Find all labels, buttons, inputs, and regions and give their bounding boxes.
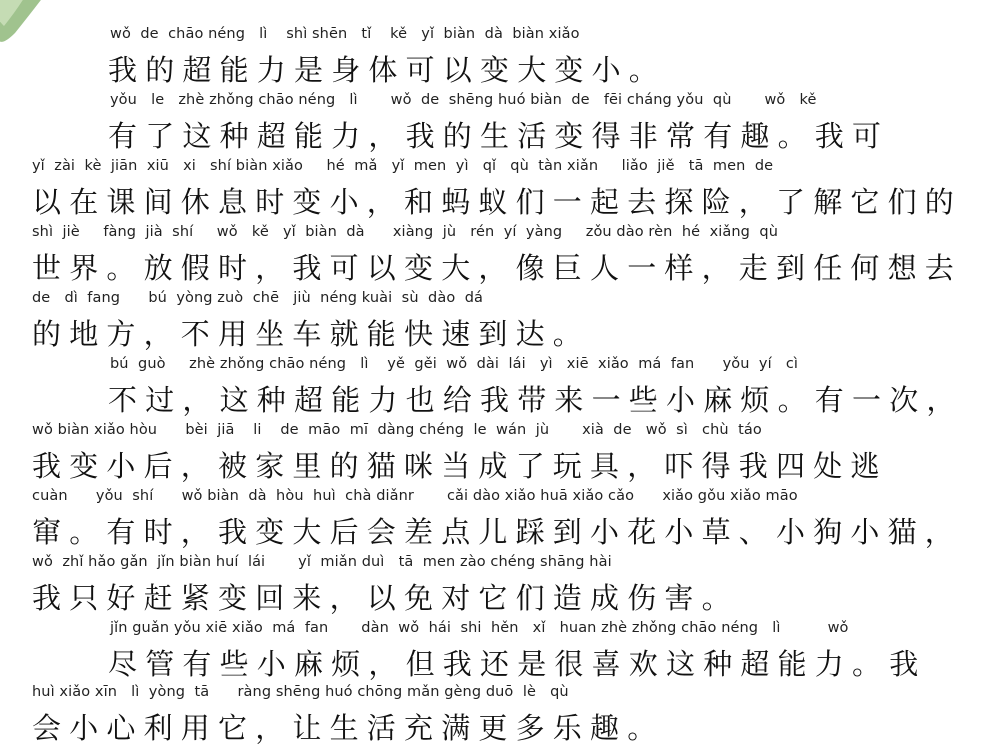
pinyin-row: wǒ biàn xiǎo hòu bèi jiā li de māo mī dàng chéng le wán jù xià de wǒ sì chù táo [32, 422, 762, 438]
hanzi-row: 以在课间休息时变小，和蚂蚁们一起去探险，了解它们的 [32, 185, 963, 219]
pinyin-row: cuàn yǒu shí wǒ biàn dà hòu huì chà diǎnr cǎi dào xiǎo huā xiǎo cǎo xiǎo gǒu xiǎo māo [32, 488, 798, 504]
text-line [32, 620, 967, 686]
hanzi-row: 尽管有些小麻烦，但我还是很喜欢这种超能力。我 [108, 647, 927, 681]
hanzi-row: 我只好赶紧变回来，以免对它们造成伤害。 [32, 581, 739, 615]
pinyin-row: shì jiè fàng jià shí wǒ kě yǐ biàn dà xiàng jù rén yí yàng zǒu dào rèn hé xiǎng qù [32, 224, 778, 240]
text-line [32, 92, 967, 158]
text-line [32, 290, 967, 356]
hanzi-row: 会小心利用它，让生活充满更多乐趣。 [32, 711, 665, 745]
text-line [32, 356, 967, 422]
pinyin-row: bú guò zhè zhǒng chāo néng lì yě gěi wǒ dài lái yì xiē xiǎo má fan yǒu yí cì [110, 356, 799, 372]
hanzi-row: 我的超能力是身体可以变大变小。 [108, 53, 667, 87]
text-line [32, 26, 967, 92]
pinyin-row: jǐn guǎn yǒu xiē xiǎo má fan dàn wǒ hái shi hěn xǐ huan zhè zhǒng chāo néng lì wǒ [110, 620, 849, 636]
hanzi-row: 的地方，不用坐车就能快速到达。 [32, 317, 591, 351]
text-line [32, 554, 967, 620]
text-line [32, 224, 967, 290]
pinyin-row: yǒu le zhè zhǒng chāo néng lì wǒ de shēng huó biàn de fēi cháng yǒu qù wǒ kě [110, 92, 817, 108]
hanzi-row: 世界。放假时，我可以变大，像巨人一样，走到任何想去 [32, 251, 963, 285]
pinyin-row: de dì fang bú yòng zuò chē jiù néng kuài sù dào dá [32, 290, 483, 306]
pinyin-row: yǐ zài kè jiān xiū xi shí biàn xiǎo hé mǎ yǐ men yì qǐ qù tàn xiǎn liǎo jiě tā men de [32, 158, 774, 174]
text-line [32, 684, 967, 750]
hanzi-row: 窜。有时，我变大后会差点儿踩到小花小草、小狗小猫， [32, 515, 963, 549]
text-line [32, 422, 967, 488]
pinyin-row: huì xiǎo xīn lì yòng tā ràng shēng huó chōng mǎn gèng duō lè qù [32, 684, 569, 700]
text-line [32, 158, 967, 224]
hanzi-row: 不过，这种超能力也给我带来一些小麻烦。有一次， [108, 383, 964, 417]
pinyin-row: wǒ zhǐ hǎo gǎn jǐn biàn huí lái yǐ miǎn duì tā men zào chéng shāng hài [32, 554, 612, 570]
pinyin-row: wǒ de chāo néng lì shì shēn tǐ kě yǐ biàn dà biàn xiǎo [110, 26, 580, 42]
hanzi-row: 我变小后，被家里的猫咪当成了玩具，吓得我四处逃 [32, 449, 888, 483]
hanzi-row: 有了这种超能力，我的生活变得非常有趣。我可 [108, 119, 890, 153]
text-line [32, 488, 967, 554]
